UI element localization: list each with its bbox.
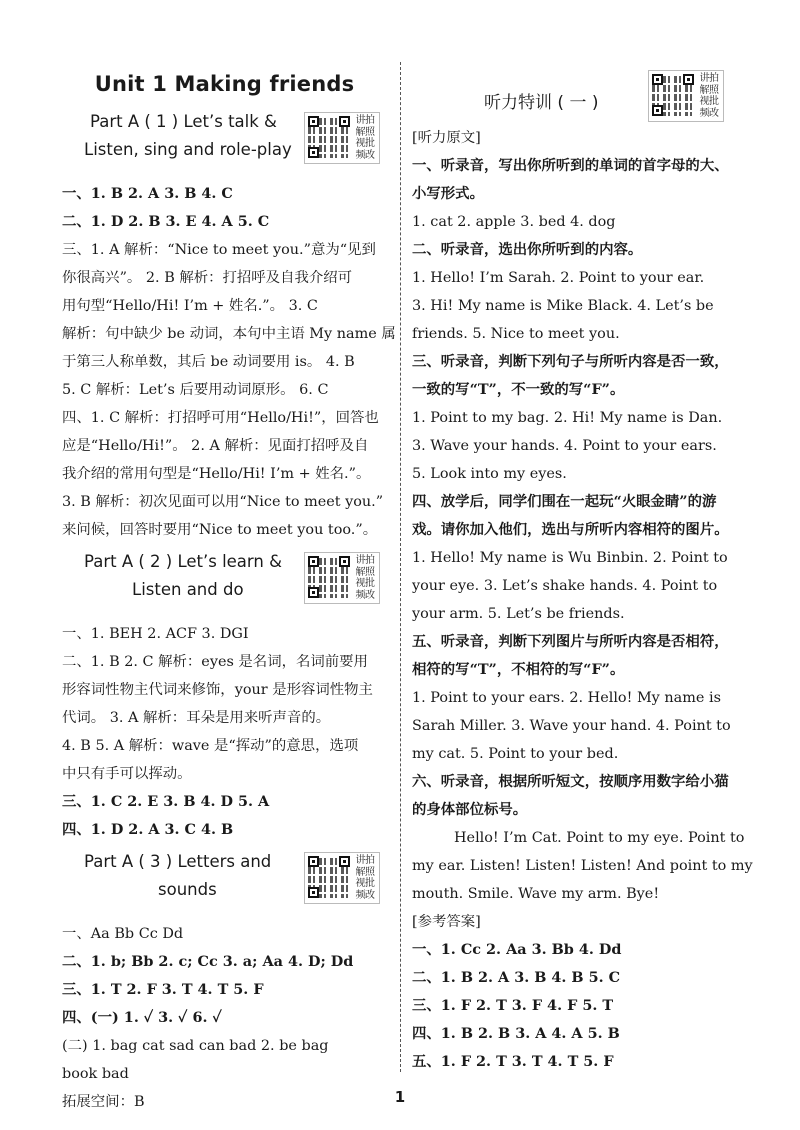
section-label: [参考答案] bbox=[412, 914, 481, 930]
answer-line: 应是“Hello/Hi!”。 2. A 解析：见面打招呼及自 bbox=[62, 438, 369, 454]
qr-label: 讲拍解照视批频改 bbox=[355, 115, 375, 161]
part-a2-answers bbox=[62, 620, 387, 844]
part-a1-answers bbox=[62, 180, 396, 544]
right-column bbox=[412, 62, 753, 1076]
answer-line: 四、1. C 解析：打招呼可用“Hello/Hi!”，回答也 bbox=[62, 410, 379, 426]
page-number: 1 bbox=[394, 1088, 406, 1106]
answer-line: book bad bbox=[62, 1066, 129, 1082]
answer-line: 于第三人称单数，其后 be 动词要用 is。 4. B bbox=[62, 354, 355, 370]
answer-line: 你很高兴”。 2. B 解析：打招呼及自我介绍可 bbox=[62, 270, 353, 286]
story-line: mouth. Smile. Wave my arm. Bye! bbox=[412, 886, 660, 902]
qr-code-icon[interactable] bbox=[304, 852, 380, 904]
script-line: 1. Hello! I’m Sarah. 2. Point to your ear. bbox=[412, 270, 705, 286]
answer-line: 4. B 5. A 解析：wave 是“挥动”的意思，选项 bbox=[62, 738, 359, 754]
question-line: 小写形式。 bbox=[412, 185, 484, 202]
answer-line: 解析：句中缺少 be 动词，本句中主语 My name 属 bbox=[62, 326, 396, 342]
question-line: 相符的写“T”，不相符的写“F”。 bbox=[412, 661, 625, 678]
qr-code-icon[interactable] bbox=[304, 112, 380, 164]
qr-label: 讲拍解照视批频改 bbox=[699, 73, 719, 119]
part-a3-title-line1: Part A ( 3 ) Letters and bbox=[84, 852, 272, 871]
answer-line: 五、1. F 2. T 3. T 4. T 5. F bbox=[412, 1053, 614, 1070]
part-a1-title-line1: Part A ( 1 ) Let’s talk & bbox=[90, 112, 277, 131]
script-line: 1. Point to your ears. 2. Hello! My name is bbox=[412, 690, 721, 706]
part-a3-header bbox=[62, 848, 387, 914]
part-a1-header bbox=[62, 108, 387, 174]
answer-line: 二、1. D 2. B 3. E 4. A 5. C bbox=[62, 213, 270, 230]
answer-line: 3. B 解析：初次见面可以用“Nice to meet you.” bbox=[62, 494, 384, 510]
answer-line: 四、(一) 1. ✓ 3. ✓ 6. ✓ bbox=[62, 1009, 222, 1026]
script-line: 1. Point to my bag. 2. Hi! My name is Dan. bbox=[412, 410, 723, 426]
answer-line: 来问候，回答时要用“Nice to meet you too.”。 bbox=[62, 522, 378, 538]
answer-line: 我介绍的常用句型是“Hello/Hi! I’m + 姓名.”。 bbox=[62, 466, 371, 482]
answer-line: 一、1. Cc 2. Aa 3. Bb 4. Dd bbox=[412, 941, 622, 958]
answer-line: 三、1. A 解析：“Nice to meet you.”意为“见到 bbox=[62, 242, 376, 258]
answer-line: 形容词性物主代词来修饰，your 是形容词性物主 bbox=[62, 682, 373, 698]
part-a2-header bbox=[62, 548, 387, 614]
question-line: 的身体部位标号。 bbox=[412, 801, 528, 818]
qr-code-icon[interactable] bbox=[648, 70, 724, 122]
listening-title: 听力特训 ( 一 ) bbox=[484, 93, 599, 113]
answer-line: 二、1. b; Bb 2. c; Cc 3. a; Aa 4. D; Dd bbox=[62, 953, 354, 970]
script-line: my cat. 5. Point to your bed. bbox=[412, 746, 619, 762]
part-a2-title-line1: Part A ( 2 ) Let’s learn & bbox=[84, 552, 282, 571]
script-line: Sarah Miller. 3. Wave your hand. 4. Point to bbox=[412, 718, 731, 734]
answer-line: (二) 1. bag cat sad can bad 2. be bag bbox=[62, 1038, 329, 1054]
answer-line: 四、1. B 2. B 3. A 4. A 5. B bbox=[412, 1025, 620, 1042]
question-line: 戏。请你加入他们，选出与所听内容相符的图片。 bbox=[412, 521, 729, 538]
answer-line: 三、1. F 2. T 3. F 4. F 5. T bbox=[412, 997, 614, 1014]
part-a2-title-line2: Listen and do bbox=[132, 580, 244, 599]
question-line: 三、听录音，判断下列句子与所听内容是否一致， bbox=[412, 353, 729, 370]
reference-answers bbox=[412, 936, 742, 1076]
answer-line: 中只有手可以挥动。 bbox=[62, 766, 192, 782]
answer-line: 三、1. T 2. F 3. T 4. T 5. F bbox=[62, 981, 264, 998]
question-line: 二、听录音，选出你所听到的内容。 bbox=[412, 241, 643, 258]
answer-line: 二、1. B 2. A 3. B 4. B 5. C bbox=[412, 969, 621, 986]
part-a3-answers bbox=[62, 920, 387, 1116]
answer-line: 用句型“Hello/Hi! I’m + 姓名.”。 3. C bbox=[62, 298, 318, 314]
script-line: 3. Wave your hands. 4. Point to your ears. bbox=[412, 438, 717, 454]
qr-code-icon[interactable] bbox=[304, 552, 380, 604]
listening-script bbox=[412, 152, 753, 908]
script-line: your eye. 3. Let’s shake hands. 4. Point to bbox=[412, 578, 718, 594]
script-line: friends. 5. Nice to meet you. bbox=[412, 326, 620, 342]
qr-label: 讲拍解照视批频改 bbox=[355, 855, 375, 901]
qr-label: 讲拍解照视批频改 bbox=[355, 555, 375, 601]
question-line: 一致的写“T”，不一致的写“F”。 bbox=[412, 381, 625, 398]
answer-line: 二、1. B 2. C 解析：eyes 是名词，名词前要用 bbox=[62, 654, 368, 670]
script-line: 1. Hello! My name is Wu Binbin. 2. Point to bbox=[412, 550, 728, 566]
left-column bbox=[62, 62, 396, 1116]
script-line: 1. cat 2. apple 3. bed 4. dog bbox=[412, 214, 616, 230]
answer-line: 5. C 解析：Let’s 后要用动词原形。 6. C bbox=[62, 382, 329, 398]
listening-header bbox=[412, 62, 742, 124]
answer-line: 一、1. BEH 2. ACF 3. DGI bbox=[62, 626, 249, 642]
answer-line: 四、1. D 2. A 3. C 4. B bbox=[62, 821, 234, 838]
script-line: 5. Look into my eyes. bbox=[412, 466, 567, 482]
question-line: 五、听录音，判断下列图片与所听内容是否相符， bbox=[412, 633, 729, 650]
script-line: your arm. 5. Let’s be friends. bbox=[412, 606, 625, 622]
story-line: Hello! I’m Cat. Point to my eye. Point to bbox=[454, 830, 745, 846]
answer-line: 三、1. C 2. E 3. B 4. D 5. A bbox=[62, 793, 270, 810]
answer-line: 代词。 3. A 解析：耳朵是用来听声音的。 bbox=[62, 710, 331, 726]
column-divider bbox=[400, 62, 401, 1072]
answer-line: 一、Aa Bb Cc Dd bbox=[62, 926, 184, 942]
answer-line: 一、1. B 2. A 3. B 4. C bbox=[62, 185, 233, 202]
part-a3-title-line2: sounds bbox=[158, 880, 217, 899]
question-line: 一、听录音，写出你所听到的单词的首字母的大、 bbox=[412, 157, 729, 174]
part-a1-title-line2: Listen, sing and role-play bbox=[84, 140, 292, 159]
script-line: 3. Hi! My name is Mike Black. 4. Let’s be bbox=[412, 298, 714, 314]
answer-line: 拓展空间：B bbox=[62, 1094, 145, 1110]
story-line: my ear. Listen! Listen! Listen! And point to my bbox=[412, 858, 753, 874]
question-line: 六、听录音，根据所听短文，按顺序用数字给小猫 bbox=[412, 773, 729, 790]
question-line: 四、放学后，同学们围在一起玩“火眼金睛”的游 bbox=[412, 493, 717, 510]
unit-title: Unit 1 Making friends bbox=[94, 72, 355, 96]
section-label: [听力原文] bbox=[412, 130, 481, 146]
